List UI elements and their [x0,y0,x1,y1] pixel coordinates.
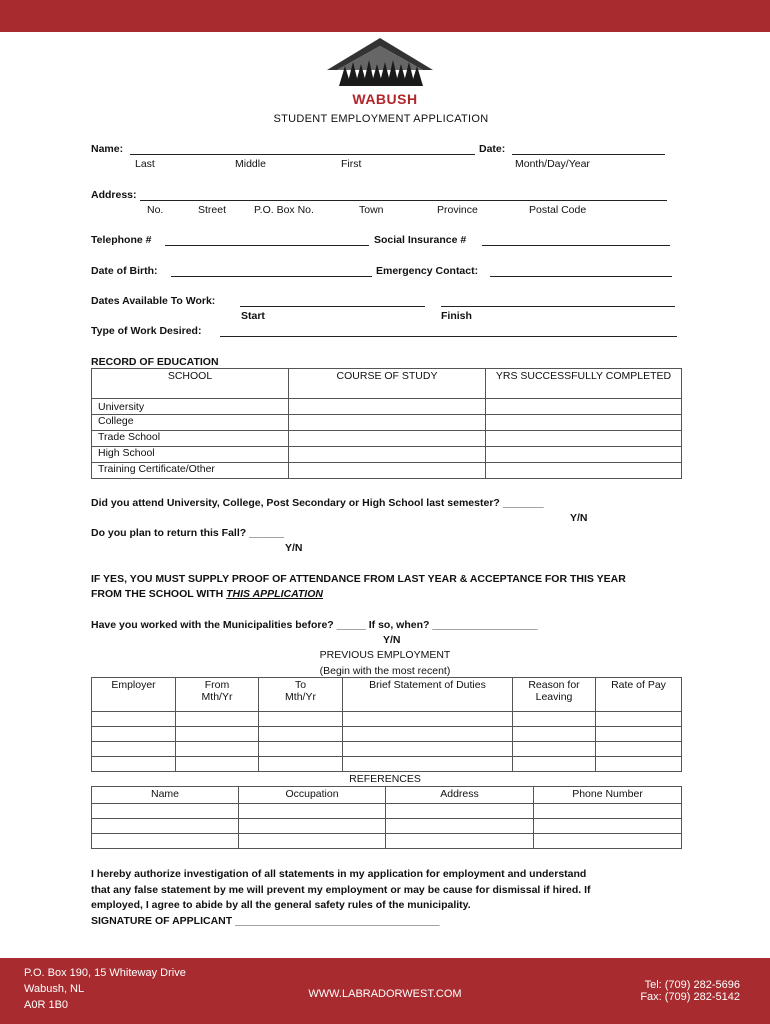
education-col-course: COURSE OF STUDY [289,369,486,399]
employment-cell[interactable] [259,712,343,727]
education-cell[interactable] [289,399,486,415]
references-table [91,786,682,849]
references-col-phone: Phone Number [534,787,682,804]
attend-yn-label: Y/N [570,512,588,524]
footer-address-line1: P.O. Box 190, 15 Whiteway Drive [24,967,186,979]
employment-cell[interactable] [92,712,176,727]
footer-website-link[interactable]: WWW.LABRADORWEST.COM [308,988,462,1000]
address-sub-no: No. [147,204,164,216]
name-sub-first: First [341,158,362,170]
references-cell[interactable] [386,804,534,819]
employment-cell[interactable] [513,727,596,742]
name-field[interactable] [130,154,475,155]
education-cell[interactable] [486,415,682,431]
references-col-occupation: Occupation [239,787,386,804]
references-cell[interactable] [92,834,239,849]
employment-cell[interactable] [343,712,513,727]
references-cell[interactable] [92,804,239,819]
dob-label: Date of Birth: [91,265,158,277]
finish-label: Finish [441,310,472,322]
address-sub-pobox: P.O. Box No. [254,204,314,216]
work-type-field[interactable] [220,336,677,337]
authorization-paragraph [91,867,691,929]
education-row-trade-school: Trade School [92,431,289,447]
education-row-training: Training Certificate/Other [92,463,289,479]
return-question: Do you plan to return this Fall? ______ [91,527,285,539]
date-sub-format: Month/Day/Year [515,158,590,170]
employment-cell[interactable] [259,742,343,757]
return-yn-label: Y/N [285,542,303,554]
employment-cell[interactable] [596,727,682,742]
education-cell[interactable] [289,431,486,447]
employment-col-rate: Rate of Pay [596,678,682,712]
references-cell[interactable] [239,804,386,819]
references-col-name: Name [92,787,239,804]
references-cell[interactable] [534,819,682,834]
employment-cell[interactable] [343,727,513,742]
signature-label[interactable]: SIGNATURE OF APPLICANT ___________________________________ [91,914,440,927]
address-sub-town: Town [359,204,384,216]
employment-cell[interactable] [596,712,682,727]
address-label: Address: [91,189,137,201]
attend-question: Did you attend University, College, Post Secondary or High School last semester? _______ [91,497,544,509]
brand-name: WABUSH [352,91,418,107]
employment-table [91,677,682,772]
employment-cell[interactable] [259,727,343,742]
references-cell[interactable] [386,819,534,834]
emergency-field[interactable] [490,276,672,277]
address-sub-postal: Postal Code [529,204,587,216]
references-col-address: Address [386,787,534,804]
start-label: Start [241,310,265,322]
footer-address-line2: Wabush, NL [24,983,85,995]
employment-cell[interactable] [513,712,596,727]
education-table [91,368,682,479]
education-cell[interactable] [289,463,486,479]
education-row-college: College [92,415,289,431]
wabush-logo-mountain-icon [323,36,437,88]
references-cell[interactable] [534,834,682,849]
employment-cell[interactable] [176,742,259,757]
telephone-label: Telephone # [91,234,152,246]
proof-notice-line1: IF YES, YOU MUST SUPPLY PROOF OF ATTENDANCE FROM LAST YEAR & ACCEPTANCE FOR THIS YEAR [91,573,626,585]
emergency-label: Emergency Contact: [376,265,479,277]
finish-date-field[interactable] [441,306,675,307]
employment-cell[interactable] [596,757,682,772]
education-row-high-school: High School [92,447,289,463]
education-heading: RECORD OF EDUCATION [91,356,219,368]
references-cell[interactable] [239,819,386,834]
employment-cell[interactable] [92,757,176,772]
employment-cell[interactable] [176,712,259,727]
authorization-line1: I hereby authorize investigation of all statements in my application for employment and understand [91,868,587,880]
date-label: Date: [479,143,506,155]
dates-available-label: Dates Available To Work: [91,295,216,307]
employment-cell[interactable] [343,757,513,772]
references-cell[interactable] [386,834,534,849]
education-col-school: SCHOOL [92,369,289,399]
top-banner [0,0,770,32]
worked-question: Have you worked with the Municipalities before? _____ If so, when? __________________ [91,619,538,631]
address-sub-street: Street [198,204,227,216]
employment-cell[interactable] [259,757,343,772]
employment-heading: PREVIOUS EMPLOYMENT [319,649,451,661]
authorization-line2: that any false statement by me will prevent my employment or may be cause for dismissal if hired. If [91,883,591,896]
sin-label: Social Insurance # [374,234,467,246]
employment-col-duties: Brief Statement of Duties [343,678,513,712]
name-sub-last: Last [135,158,155,170]
form-title: STUDENT EMPLOYMENT APPLICATION [273,113,489,125]
employment-cell[interactable] [513,757,596,772]
references-cell[interactable] [239,834,386,849]
employment-cell[interactable] [92,727,176,742]
references-cell[interactable] [92,819,239,834]
name-label: Name: [91,143,124,155]
proof-notice-emphasis: THIS APPLICATION [226,588,323,600]
education-cell[interactable] [289,415,486,431]
date-field[interactable] [512,154,665,155]
employment-col-reason: Reason for Leaving [513,678,596,712]
telephone-field[interactable] [165,245,369,246]
employment-col-employer: Employer [92,678,176,712]
dob-field[interactable] [171,276,372,277]
education-row-university: University [92,399,289,415]
employment-cell[interactable] [596,742,682,757]
employment-subheading: (Begin with the most recent) [319,665,451,677]
worked-yn-label: Y/N [383,634,401,646]
education-col-years: YRS SUCCESSFULLY COMPLETED [486,369,682,399]
employment-cell[interactable] [176,757,259,772]
references-cell[interactable] [534,804,682,819]
address-field[interactable] [140,200,667,201]
address-sub-province: Province [437,204,478,216]
proof-notice-line2 [91,588,323,600]
name-sub-middle: Middle [235,158,266,170]
footer-address-line3: A0R 1B0 [24,999,69,1011]
footer-fax: Fax: (709) 282-5142 [640,991,740,1003]
employment-cell[interactable] [92,742,176,757]
employment-cell[interactable] [176,727,259,742]
work-type-label: Type of Work Desired: [91,325,202,337]
sin-field[interactable] [482,245,670,246]
education-cell[interactable] [486,447,682,463]
authorization-line3: employed, I agree to abide by all the general safety rules of the municipality. [91,899,471,911]
start-date-field[interactable] [240,306,425,307]
education-cell[interactable] [486,399,682,415]
employment-col-from: From Mth/Yr [176,678,259,712]
education-cell[interactable] [486,463,682,479]
employment-col-to: To Mth/Yr [259,678,343,712]
employment-cell[interactable] [343,742,513,757]
education-cell[interactable] [289,447,486,463]
employment-cell[interactable] [513,742,596,757]
proof-notice-text: FROM THE SCHOOL WITH [91,588,227,600]
education-cell[interactable] [486,431,682,447]
references-heading: REFERENCES [349,773,421,785]
footer-tel: Tel: (709) 282-5696 [644,979,740,991]
